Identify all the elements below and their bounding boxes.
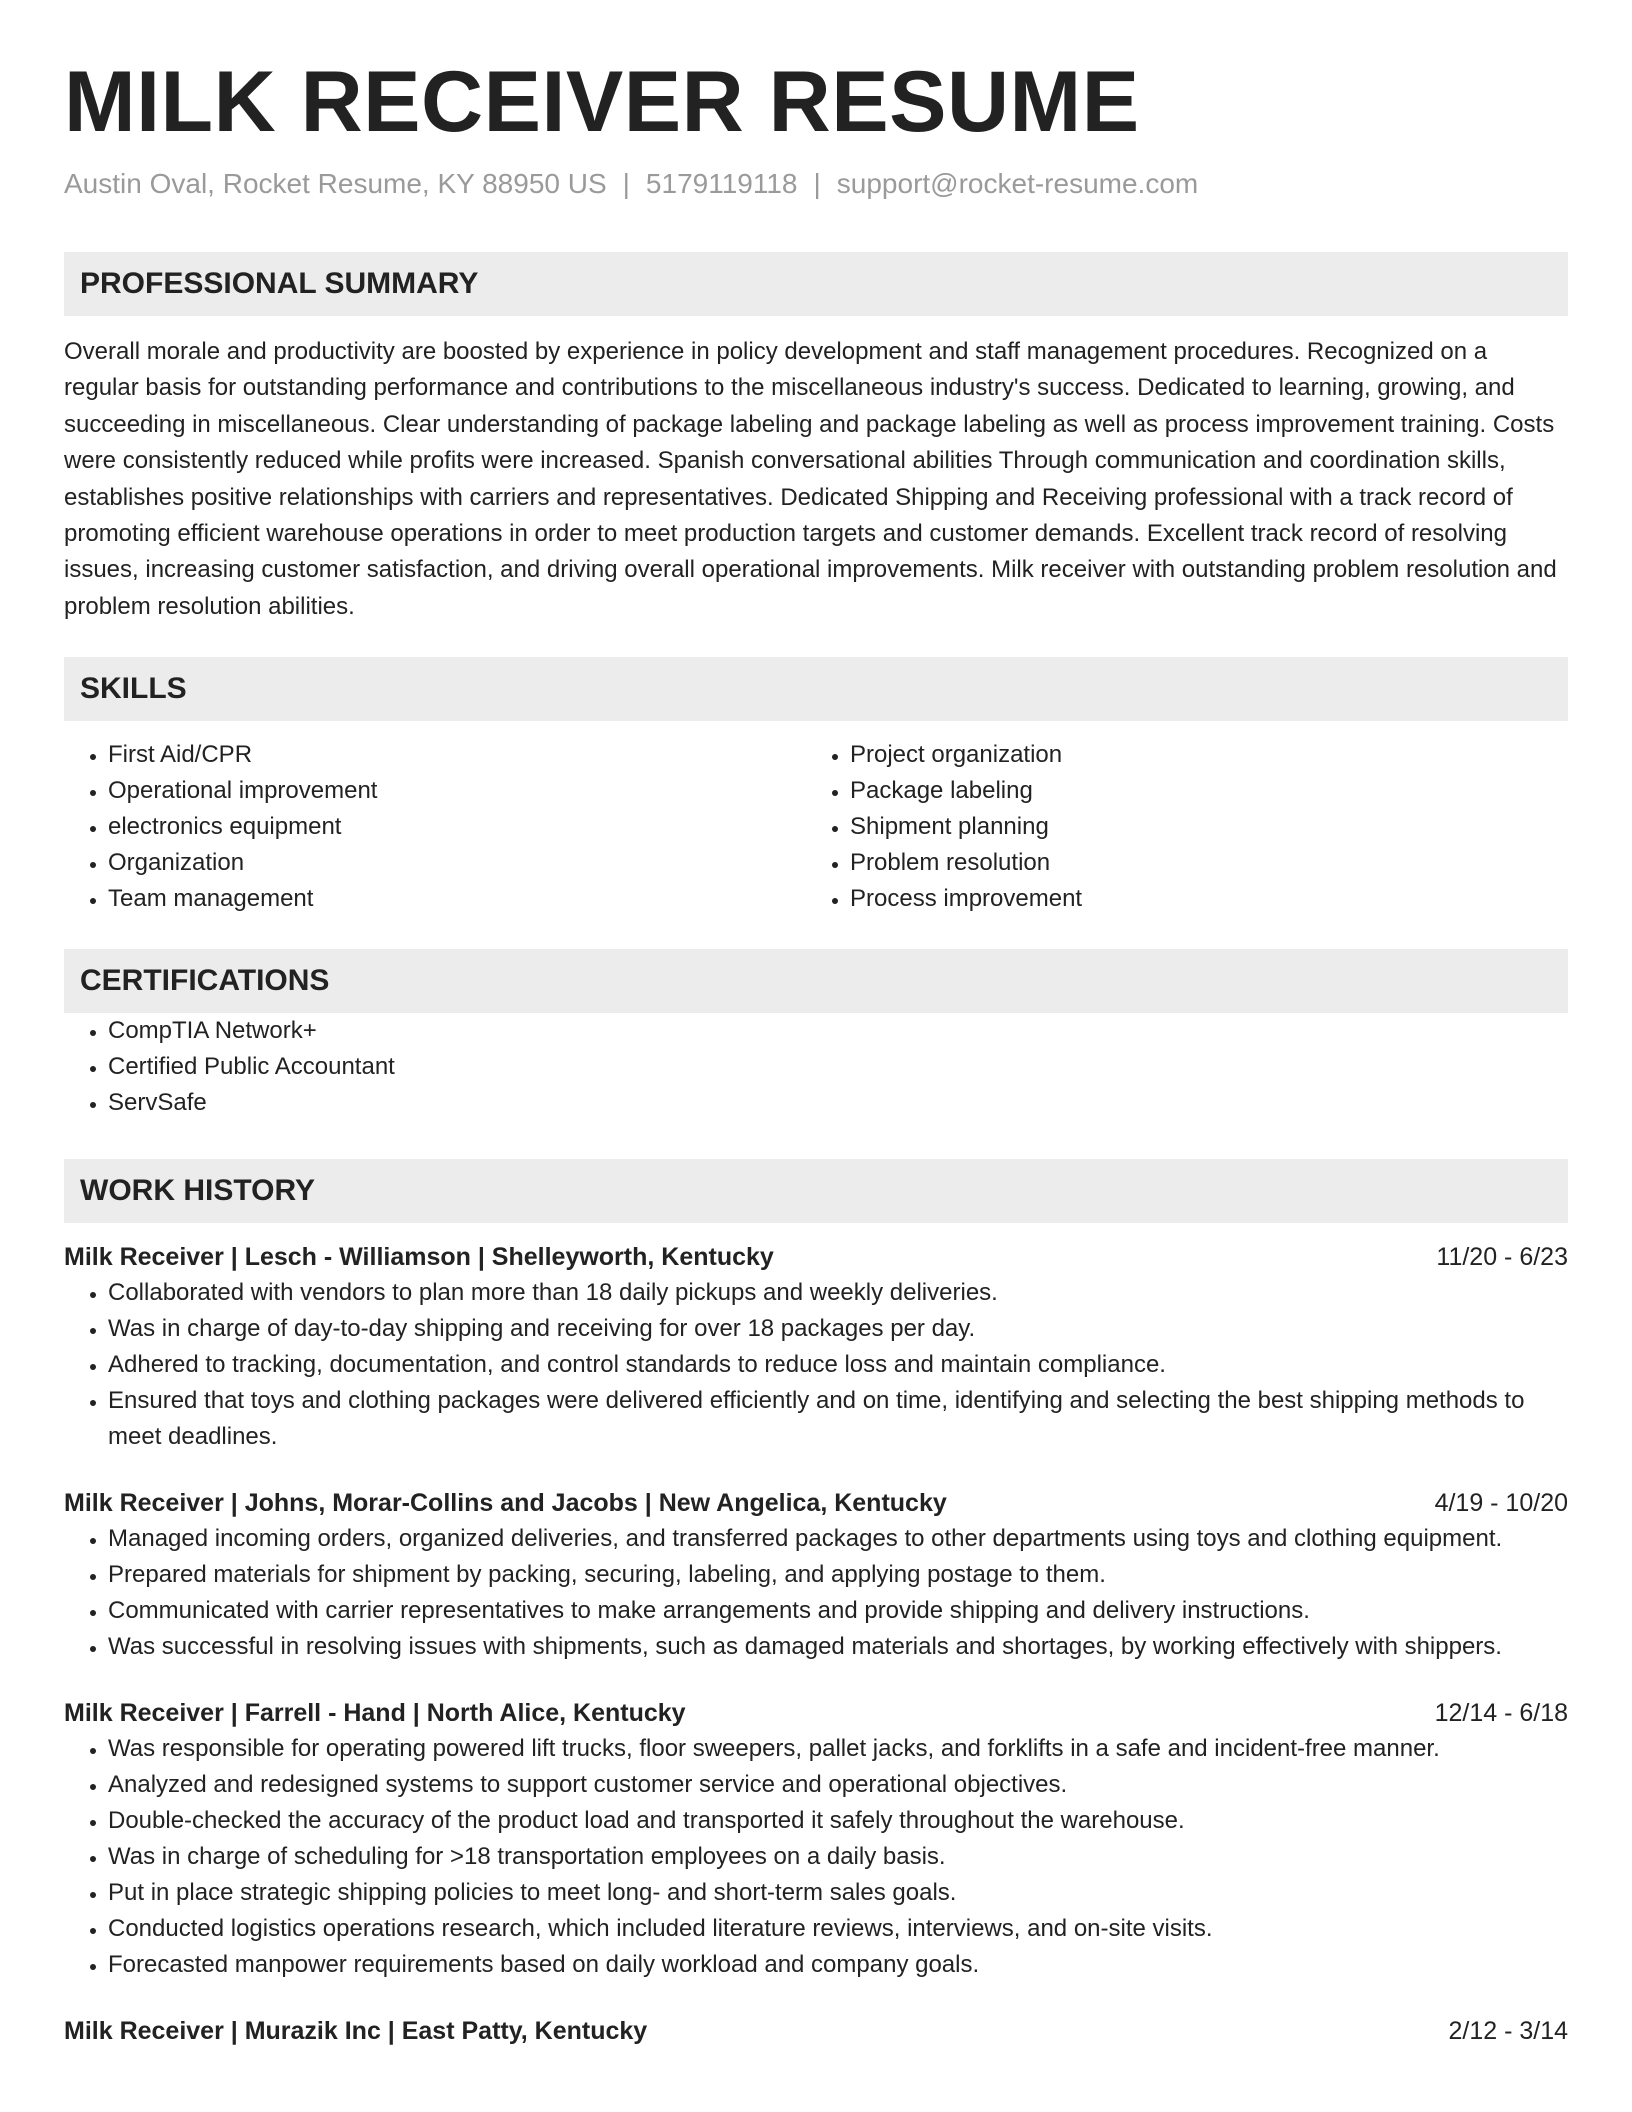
work-history-section bbox=[64, 1159, 1568, 2049]
work-history-heading: WORK HISTORY bbox=[64, 1159, 1568, 1223]
skill-item: • Shipment planning bbox=[850, 809, 1548, 845]
job-entry bbox=[64, 1695, 1568, 1983]
job-bullet: • Was in charge of day-to-day shipping and receiving for over 18 packages per day. bbox=[108, 1311, 1568, 1347]
contact-phone: 5179119118 bbox=[645, 168, 798, 199]
certification-item: • Certified Public Accountant bbox=[108, 1049, 1568, 1085]
certifications-section bbox=[64, 949, 1568, 1121]
job-title: Milk Receiver | Johns, Morar-Collins and Jacobs | New Angelica, Kentucky bbox=[64, 1489, 947, 1518]
summary-heading: PROFESSIONAL SUMMARY bbox=[64, 252, 1568, 316]
skills-column-left bbox=[64, 737, 806, 917]
job-bullet: • Collaborated with vendors to plan more than 18 daily pickups and weekly deliveries. bbox=[108, 1275, 1568, 1311]
certifications-heading: CERTIFICATIONS bbox=[64, 949, 1568, 1013]
job-title: Milk Receiver | Lesch - Williamson | Shelleyworth, Kentucky bbox=[64, 1243, 774, 1272]
job-bullet: • Analyzed and redesigned systems to support customer service and operational objectives. bbox=[108, 1767, 1568, 1803]
job-dates: 11/20 - 6/23 bbox=[1436, 1243, 1568, 1272]
skill-item: • Organization bbox=[108, 845, 806, 881]
skill-item: • First Aid/CPR bbox=[108, 737, 806, 773]
skill-item: • Project organization bbox=[850, 737, 1548, 773]
skills-list-left bbox=[64, 737, 806, 917]
job-bullet: • Was responsible for operating powered lift trucks, floor sweepers, pallet jacks, and forklifts in a safe and incident-free manner. bbox=[108, 1731, 1568, 1767]
job-bullet: • Was in charge of scheduling for >18 transportation employees on a daily basis. bbox=[108, 1839, 1568, 1875]
job-title: Milk Receiver | Farrell - Hand | North Alice, Kentucky bbox=[64, 1699, 686, 1728]
job-bullet: • Double-checked the accuracy of the product load and transported it safely throughout the warehouse. bbox=[108, 1803, 1568, 1839]
job-bullet: • Conducted logistics operations research, which included literature reviews, interviews, and on-site visits. bbox=[108, 1911, 1568, 1947]
skill-item: • Process improvement bbox=[850, 881, 1548, 917]
job-bullets bbox=[64, 1731, 1568, 1983]
job-bullet: • Ensured that toys and clothing packages were delivered efficiently and on time, identifying and selecting the best shipping methods to meet deadlines. bbox=[108, 1383, 1568, 1455]
job-dates: 12/14 - 6/18 bbox=[1434, 1699, 1568, 1728]
resume-title: MILK RECEIVER RESUME bbox=[64, 54, 1140, 150]
skills-heading: SKILLS bbox=[64, 657, 1568, 721]
job-bullet: • Communicated with carrier representatives to make arrangements and provide shipping and delivery instructions. bbox=[108, 1593, 1568, 1629]
certification-item: • ServSafe bbox=[108, 1085, 1568, 1121]
job-bullets bbox=[64, 1521, 1568, 1665]
job-bullet: • Managed incoming orders, organized deliveries, and transferred packages to other departments using toys and clothing equipment. bbox=[108, 1521, 1568, 1557]
contact-email: support@rocket-resume.com bbox=[836, 168, 1199, 199]
skill-item: • Problem resolution bbox=[850, 845, 1548, 881]
job-entry bbox=[64, 1239, 1568, 1455]
contact-separator: | bbox=[622, 168, 630, 199]
job-bullet: • Put in place strategic shipping policies to meet long- and short-term sales goals. bbox=[108, 1875, 1568, 1911]
job-title: Milk Receiver | Murazik Inc | East Patty, Kentucky bbox=[64, 2017, 648, 2046]
job-entry bbox=[64, 2013, 1568, 2049]
job-bullets bbox=[64, 1275, 1568, 1455]
skill-item: • Package labeling bbox=[850, 773, 1548, 809]
skills-column-right bbox=[806, 737, 1548, 917]
skills-section bbox=[64, 657, 1568, 917]
contact-separator: | bbox=[813, 168, 821, 199]
job-header bbox=[64, 2013, 1568, 2049]
job-entry bbox=[64, 1485, 1568, 1665]
job-dates: 2/12 - 3/14 bbox=[1448, 2017, 1568, 2046]
job-header bbox=[64, 1485, 1568, 1521]
job-bullet: • Prepared materials for shipment by packing, securing, labeling, and applying postage to them. bbox=[108, 1557, 1568, 1593]
skills-columns bbox=[64, 737, 1568, 917]
job-header bbox=[64, 1239, 1568, 1275]
job-bullet: • Was successful in resolving issues with shipments, such as damaged materials and shortages, by working effectively with shippers. bbox=[108, 1629, 1568, 1665]
certifications-list bbox=[64, 1013, 1568, 1121]
contact-address: Austin Oval, Rocket Resume, KY 88950 US bbox=[64, 168, 607, 199]
skill-item: • electronics equipment bbox=[108, 809, 806, 845]
certification-item: • CompTIA Network+ bbox=[108, 1013, 1568, 1049]
job-dates: 4/19 - 10/20 bbox=[1434, 1489, 1568, 1518]
summary-section bbox=[64, 252, 1568, 625]
job-bullet: • Adhered to tracking, documentation, and control standards to reduce loss and maintain compliance. bbox=[108, 1347, 1568, 1383]
contact-line bbox=[64, 166, 1568, 202]
skills-list-right bbox=[806, 737, 1548, 917]
job-bullet: • Forecasted manpower requirements based on daily workload and company goals. bbox=[108, 1947, 1568, 1983]
skill-item: • Team management bbox=[108, 881, 806, 917]
summary-text: Overall morale and productivity are boosted by experience in policy development and staff management procedures. Recognized on a regular basis for outstanding performance and contributions to the miscellaneous industry's success. Dedicated to learning, growing, and succeeding in miscellaneous. Clear understanding of package labeling and package labeling as well as process improvement training. Costs were consistently reduced while profits were increased. Spanish conversational abilities Through communication and coordination skills, establishes positive relationships with carriers and representatives. Dedicated Shipping and Receiving professional with a track record of promoting efficient warehouse operations in order to meet production targets and customer demands. Excellent track record of resolving issues, increasing customer satisfaction, and driving overall operational improvements. Milk receiver with outstanding problem resolution and problem resolution abilities. bbox=[64, 338, 1557, 620]
skill-item: • Operational improvement bbox=[108, 773, 806, 809]
job-header bbox=[64, 1695, 1568, 1731]
